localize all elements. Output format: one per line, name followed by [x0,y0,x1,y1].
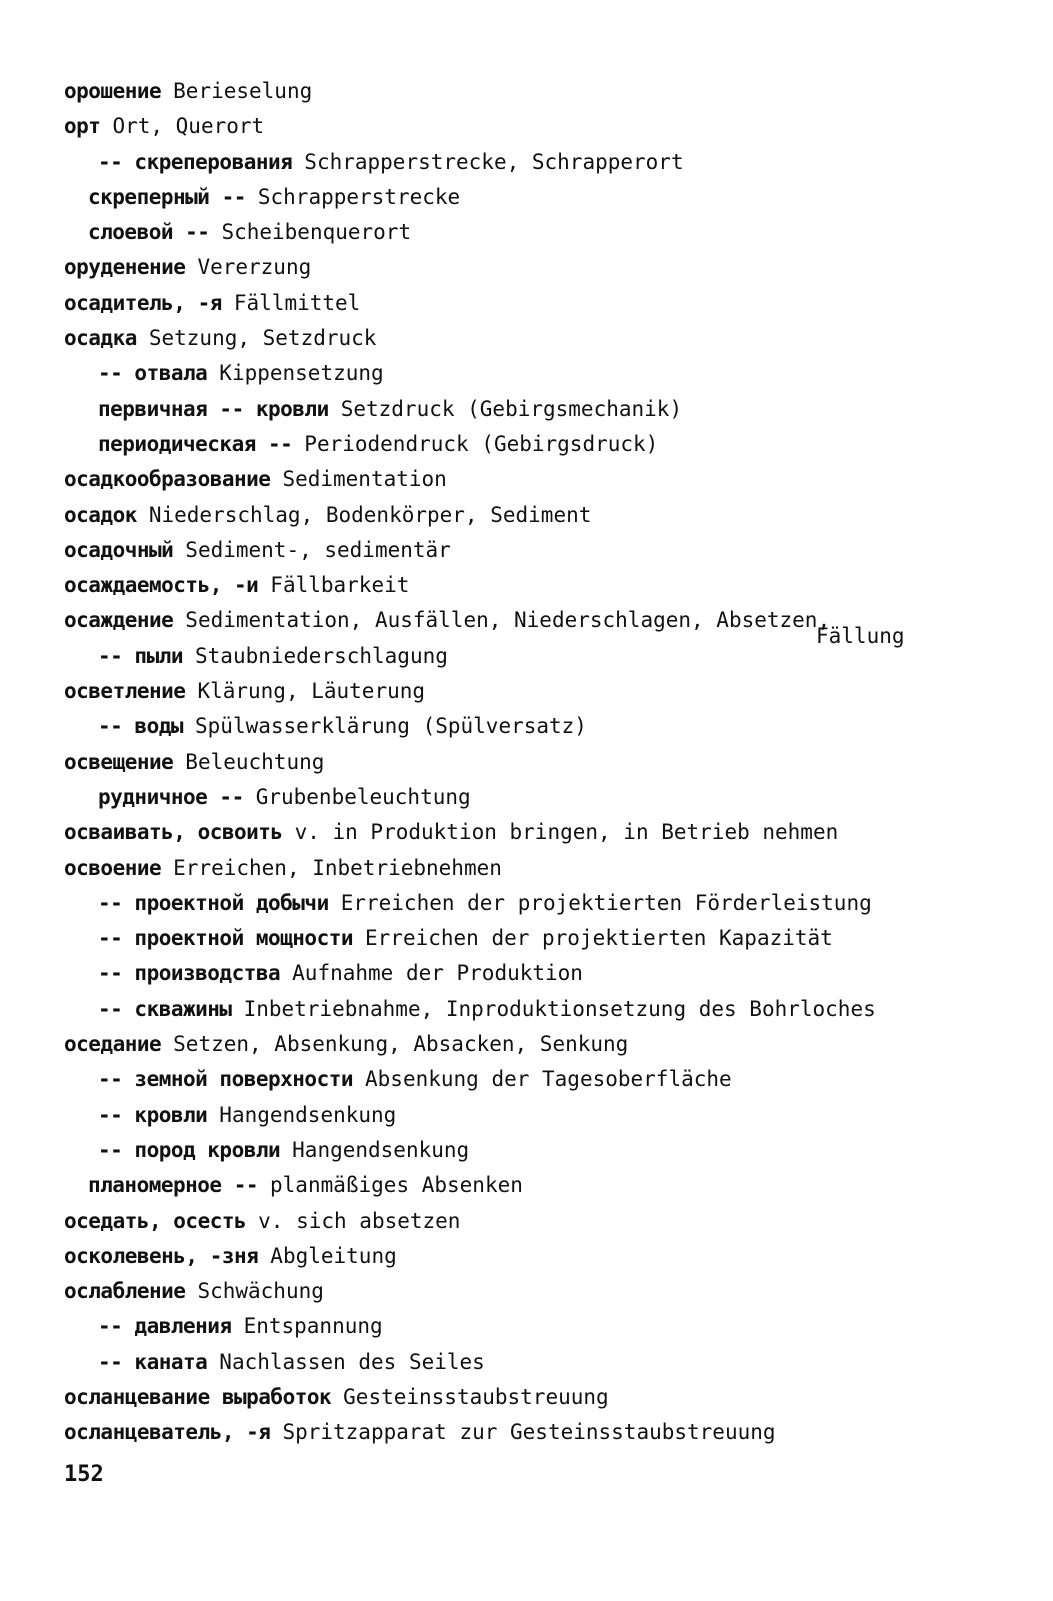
russian-term: осаждение [64,608,174,633]
russian-term: -- отвала [98,361,208,386]
russian-term: оседать, осесть [64,1208,247,1233]
german-translation: Nachlassen des Seiles [219,1349,485,1374]
dictionary-subentry [64,1309,1024,1344]
german-translation: Kippensetzung [219,361,384,386]
russian-term: осаждаемость, -и [64,573,259,598]
german-translation: Setzung, Setzdruck [148,326,377,351]
german-translation: v. sich absetzen [258,1208,461,1233]
russian-term: -- каната [98,1349,208,1374]
russian-term: осадитель, -я [64,290,222,315]
dictionary-entry [64,851,1024,886]
russian-term: слоевой -- [88,220,210,245]
dictionary-subentry [64,639,1024,674]
german-translation: Vererzung [197,255,312,280]
russian-term: -- проектной добычи [98,890,329,915]
russian-term: осадочный [64,537,174,562]
german-translation: Schrapperstrecke, Schrapperort [304,149,684,174]
german-translation: Aufnahme der Produktion [292,961,583,986]
dictionary-entry [64,1204,1024,1239]
russian-term: осваивать, освоить [64,820,283,845]
dictionary-entry [64,1415,1024,1450]
dictionary-subentry [64,780,1024,815]
russian-term: первичная -- кровли [98,396,329,421]
russian-term: -- земной поверхности [98,1067,354,1092]
german-translation: Scheibenquerort [221,220,412,245]
dictionary-entry [64,568,1024,603]
dictionary-entry [64,603,1024,649]
dictionary-entry [64,74,1024,109]
dictionary-subentry [64,1345,1024,1380]
dictionary-entry [64,1239,1024,1274]
german-translation: Erreichen der projektierten Kapazität [365,926,833,951]
russian-term: скреперный -- [88,184,246,209]
dictionary-entry [64,250,1024,285]
german-translation: Sediment-, sedimentär [185,537,451,562]
dictionary-entry [64,321,1024,356]
german-translation: Berieselung [173,79,313,103]
russian-term: рудничное -- [98,784,244,809]
dictionary-subentry [64,992,1024,1027]
german-translation: Niederschlag, Bodenkörper, Sediment [148,502,592,527]
russian-term: осадка [64,326,137,351]
russian-term: осланцевание выработок [64,1384,332,1409]
dictionary-subentry [64,215,1024,250]
russian-term: -- пыли [98,643,184,668]
german-translation: Beleuchtung [185,749,325,774]
german-translation: Grubenbeleuchtung [255,784,471,809]
dictionary-subentry [64,145,1024,180]
russian-term: осветление [64,679,186,704]
russian-term: осадкообразование [64,467,271,492]
russian-term: орошение [64,79,162,103]
dictionary-subentry [64,921,1024,956]
dictionary-entry [64,1027,1024,1062]
russian-term: -- скважины [98,996,232,1021]
german-translation: Schwächung [197,1279,324,1304]
german-translation: Spülwasserklärung (Spülversatz) [195,714,587,739]
german-translation: Erreichen, Inbetriebnehmen [173,855,502,880]
dictionary-entry [64,815,1024,850]
russian-term: -- воды [98,714,184,739]
german-translation: Klärung, Läuterung [197,679,426,704]
dictionary-subentry [64,356,1024,391]
dictionary-subentry [64,1098,1024,1133]
german-translation: Setzdruck (Gebirgsmechanik) [340,396,683,421]
page-number: 152 [64,1462,104,1487]
german-translation: Fällbarkeit [270,573,410,598]
dictionary-subentry [64,956,1024,991]
dictionary-entry [64,462,1024,497]
russian-term: -- скреперования [98,149,293,174]
dictionary-subentry [64,1168,1024,1203]
german-translation: Schrapperstrecke [257,184,461,209]
german-translation: Erreichen der projektierten Förderleistung [340,890,872,915]
dictionary-entry [64,498,1024,533]
dictionary-subentry [64,180,1024,215]
russian-term: освещение [64,749,174,774]
russian-term: периодическая -- [98,431,293,456]
german-translation: Sedimentation, Ausfällen, Niederschlagen, Absetzen, [185,608,831,633]
german-translation: Inbetriebnahme, Inproduktionsetzung des Bohrloches [243,996,876,1021]
dictionary-subentry [64,1133,1024,1168]
dictionary-subentry [64,427,1024,462]
russian-term: осланцеватель, -я [64,1420,271,1445]
german-translation: v. in Produktion bringen, in Betrieb nehmen [294,820,839,845]
dictionary-entry [64,745,1024,780]
german-translation: Fällmittel [233,290,361,315]
russian-term: оседание [64,1032,162,1057]
german-translation: Sedimentation [282,467,447,492]
russian-term: освоение [64,855,162,880]
dictionary-entry [64,109,1024,144]
russian-term: -- давления [98,1314,232,1339]
russian-term: орт [64,114,101,139]
german-translation: planmäßiges Absenken [270,1173,523,1198]
german-translation: Hangendsenkung [292,1137,470,1162]
russian-term: осадок [64,502,137,527]
dictionary-entry [64,1274,1024,1309]
russian-term: -- производства [98,961,281,986]
dictionary-entry [64,286,1024,321]
russian-term: планомерное -- [88,1173,259,1198]
dictionary-subentry [64,392,1024,427]
german-translation: Spritzapparat zur Gesteinsstaubstreuung [282,1420,776,1445]
dictionary-subentry [64,1062,1024,1097]
dictionary-entry [64,1380,1024,1415]
german-translation: Setzen, Absenkung, Absacken, Senkung [173,1032,629,1057]
german-translation: Entspannung [243,1314,383,1339]
dictionary-entry [64,674,1024,709]
russian-term: -- проектной мощности [98,926,354,951]
entry-list [64,74,1024,1451]
german-translation: Abgleitung [270,1243,397,1268]
translation-continuation: Fällung [816,624,905,649]
russian-term: осколевень, -зня [64,1243,259,1268]
german-translation: Absenkung der Tagesoberfläche [365,1067,732,1092]
russian-term: -- пород кровли [98,1137,281,1162]
german-translation: Ort, Querort [112,114,265,139]
german-translation: Periodendruck (Gebirgsdruck) [304,431,659,456]
russian-term: -- кровли [98,1102,208,1127]
russian-term: ослабление [64,1279,186,1304]
russian-term: оруденение [64,255,186,280]
dictionary-subentry [64,709,1024,744]
german-translation: Staubniederschlagung [195,643,448,668]
dictionary-entry [64,533,1024,568]
german-translation: Gesteinsstaubstreuung [343,1384,609,1409]
german-translation: Hangendsenkung [219,1102,397,1127]
dictionary-subentry [64,886,1024,921]
